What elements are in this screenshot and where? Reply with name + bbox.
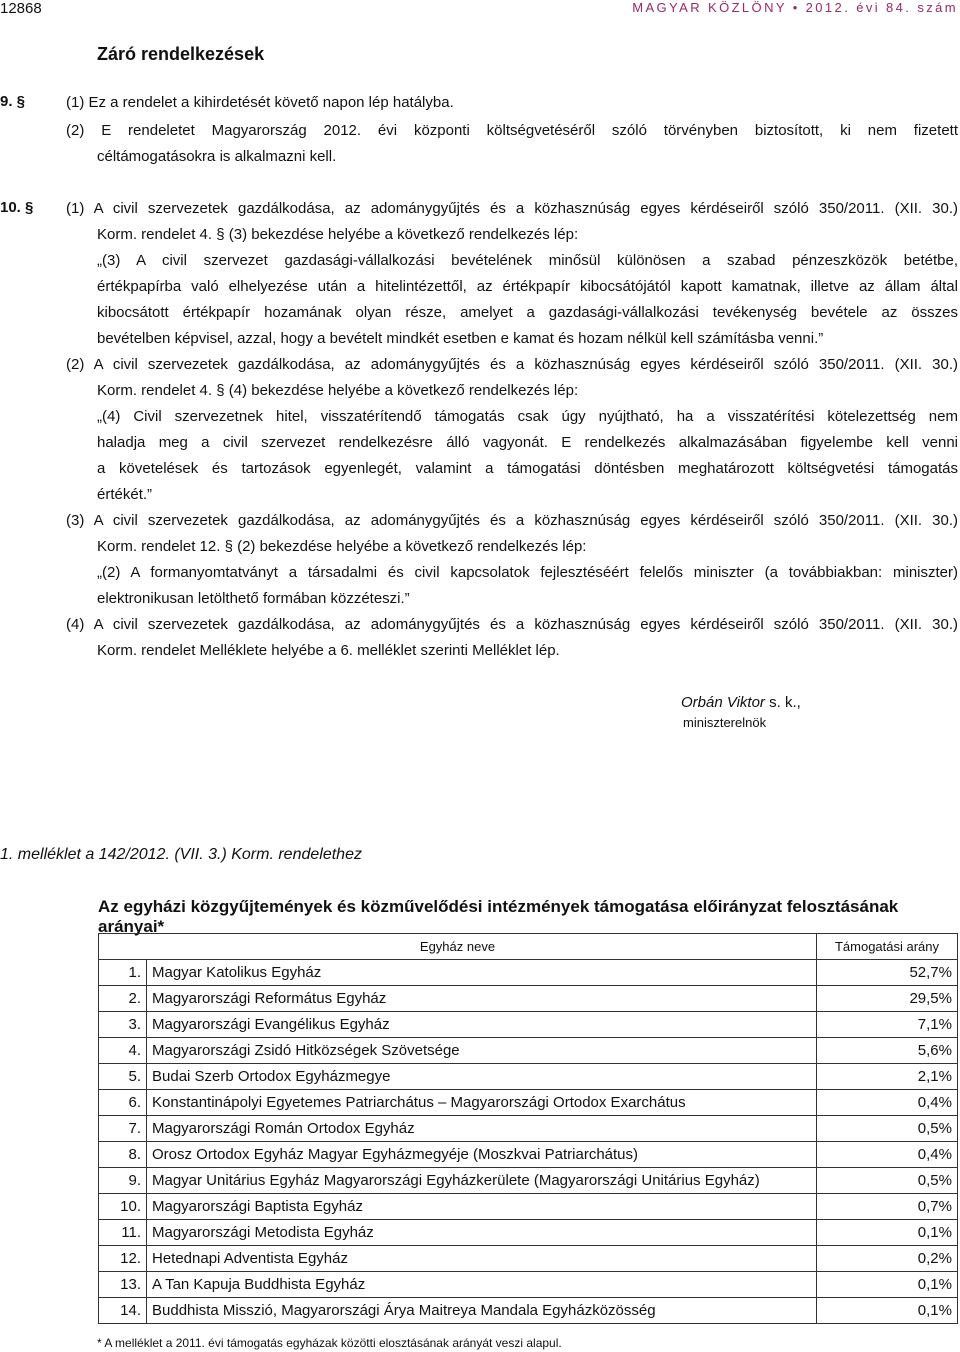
table-header-row: [99, 934, 958, 960]
running-head: MAGYAR KÖZLÖNY • 2012. évi 84. szám: [632, 0, 958, 15]
row-number: 11.: [99, 1220, 147, 1246]
church-name: Magyarországi Evangélikus Egyház: [147, 1012, 817, 1038]
table-row: [99, 960, 958, 986]
signatory-title: miniszterelnök: [683, 715, 767, 730]
row-number: 14.: [99, 1298, 147, 1324]
church-name: Hetednapi Adventista Egyház: [147, 1246, 817, 1272]
table-row: [99, 1012, 958, 1038]
paragraph-9-1: (1) Ez a rendelet a kihirdetését követő napon lép hatályba.: [66, 94, 454, 111]
paragraph-10-2-line2: Korm. rendelet 4. § (4) bekezdése helyébe a következő rendelkezés lép:: [97, 382, 579, 399]
row-number: 9.: [99, 1168, 147, 1194]
row-number: 8.: [99, 1142, 147, 1168]
paragraph-10-3-line1: (3) A civil szervezetek gazdálkodása, az adománygyűjtés és a közhasznúság egyes kérdéseiről szóló 350/2011. (XII. 30.): [66, 512, 958, 529]
paragraph-9-2-line2: céltámogatásokra is alkalmazni kell.: [97, 148, 337, 165]
share-value: 0,1%: [817, 1220, 958, 1246]
row-number: 5.: [99, 1064, 147, 1090]
paragraph-10-2-line1: (2) A civil szervezetek gazdálkodása, az adománygyűjtés és a közhasznúság egyes kérdéseiről szóló 350/2011. (XII. 30.): [66, 356, 958, 373]
table-row: [99, 1194, 958, 1220]
paragraph-10-4-line2: Korm. rendelet Melléklete helyébe a 6. melléklet szerinti Melléklet lép.: [97, 642, 560, 659]
paragraph-10-4-line1: (4) A civil szervezetek gazdálkodása, az adománygyűjtés és a közhasznúság egyes kérdéseiről szóló 350/2011. (XII. 30.): [66, 616, 958, 633]
share-value: 0,2%: [817, 1246, 958, 1272]
church-name: Orosz Ortodox Egyház Magyar Egyházmegyéje (Moszkvai Patriarchátus): [147, 1142, 817, 1168]
quote-10-3-line2: elektronikusan letölthető formában közzéteszi.”: [97, 590, 410, 607]
quote-10-2-line2: haladja meg a civil szervezet rendelkezésre álló vagyonát. E rendelkezés alkalmazásában figyelembe kell venni: [97, 434, 958, 451]
quote-10-3-line1: „(2) A formanyomtatványt a társadalmi és civil kapcsolatok fejlesztéséért felelős miniszter (a továbbiakban: miniszter): [97, 564, 958, 581]
row-number: 12.: [99, 1246, 147, 1272]
paragraph-9-2-line1: (2) E rendeletet Magyarország 2012. évi központi költségvetéséről szóló törvényben biztosított, ki nem fizetett: [66, 122, 958, 139]
church-name: Budai Szerb Ortodox Egyházmegye: [147, 1064, 817, 1090]
share-value: 0,4%: [817, 1090, 958, 1116]
allocation-table: [98, 933, 958, 1324]
signature-suffix: s. k.,: [764, 694, 801, 711]
quote-10-1-line4: bevételben képvisel, azzal, hogy a bevételt mindkét esetben e kamat és hozam nélkül kell számításba venni.”: [97, 330, 824, 347]
quote-10-1-line1: „(3) A civil szervezet gazdasági-vállalkozási bevételének minősül különösen a szabad pénzeszközök betétbe,: [97, 252, 958, 269]
church-name: Magyarországi Zsidó Hitközségek Szövetsége: [147, 1038, 817, 1064]
table-row: [99, 1064, 958, 1090]
church-name: Magyarországi Metodista Egyház: [147, 1220, 817, 1246]
church-name: Konstantinápolyi Egyetemes Patriarchátus – Magyarországi Ortodox Exarchátus: [147, 1090, 817, 1116]
signature: [681, 693, 801, 713]
table-row: [99, 1142, 958, 1168]
table-row: [99, 1116, 958, 1142]
row-number: 6.: [99, 1090, 147, 1116]
table-row: [99, 1220, 958, 1246]
page-number: 12868: [0, 0, 42, 17]
row-number: 7.: [99, 1116, 147, 1142]
table-title: Az egyházi közgyűjtemények és közművelődési intézmények támogatása előirányzat felosztásának arányai*: [98, 897, 899, 936]
share-value: 0,1%: [817, 1272, 958, 1298]
column-header-share: Támogatási arány: [817, 934, 958, 960]
church-name: A Tan Kapuja Buddhista Egyház: [147, 1272, 817, 1298]
quote-10-2-line3: a követelések és tartozások egyenlegét, valamint a támogatási döntésben meghatározott költségvetési támogatás: [97, 460, 958, 477]
signatory-name: Orbán Viktor: [681, 694, 765, 711]
column-header-name: Egyház neve: [99, 934, 817, 960]
paragraph-10-3-line2: Korm. rendelet 12. § (2) bekezdése helyébe a következő rendelkezés lép:: [97, 538, 587, 555]
table-row: [99, 1246, 958, 1272]
church-name: Magyar Unitárius Egyház Magyarországi Egyházkerülete (Magyarországi Unitárius Egyház): [147, 1168, 817, 1194]
paragraph-10-1-line2: Korm. rendelet 4. § (3) bekezdése helyébe a következő rendelkezés lép:: [97, 226, 579, 243]
share-value: 5,6%: [817, 1038, 958, 1064]
row-number: 10.: [99, 1194, 147, 1220]
church-name: Magyarországi Román Ortodox Egyház: [147, 1116, 817, 1142]
table-row: [99, 1168, 958, 1194]
share-value: 0,1%: [817, 1298, 958, 1324]
quote-10-2-line4: értékét.”: [97, 486, 153, 503]
church-name: Buddhista Misszió, Magyarországi Árya Maitreya Mandala Egyházközösség: [147, 1298, 817, 1324]
table-row: [99, 986, 958, 1012]
footnote: * A melléklet a 2011. évi támogatás egyházak közötti elosztásának arányát veszi alapul.: [97, 1336, 562, 1350]
row-number: 2.: [99, 986, 147, 1012]
paragraph-number-9: 9. §: [0, 93, 26, 110]
annex-title: 1. melléklet a 142/2012. (VII. 3.) Korm. rendelethez: [0, 846, 362, 863]
quote-10-1-line3: kibocsátott értékpapír hozamának olyan része, amelyet a gazdasági-vállalkozási tevékenység bevétele az összes: [97, 304, 958, 321]
quote-10-2-line1: „(4) Civil szervezetnek hitel, visszatérítendő támogatás csak úgy nyújtható, ha a visszatérítési kötelezettség nem: [97, 408, 958, 425]
church-name: Magyar Katolikus Egyház: [147, 960, 817, 986]
row-number: 3.: [99, 1012, 147, 1038]
quote-10-1-line2: értékpapírba való elhelyezése után a hitelintézettől, az értékpapír kibocsátójától kapott kamatnak, illetve az állam által: [97, 278, 958, 295]
church-name: Magyarországi Református Egyház: [147, 986, 817, 1012]
table-row: [99, 1090, 958, 1116]
section-title: Záró rendelkezések: [97, 44, 265, 64]
share-value: 2,1%: [817, 1064, 958, 1090]
paragraph-number-10: 10. §: [0, 199, 34, 216]
row-number: 13.: [99, 1272, 147, 1298]
table-body: [99, 960, 958, 1324]
row-number: 4.: [99, 1038, 147, 1064]
share-value: 7,1%: [817, 1012, 958, 1038]
share-value: 0,5%: [817, 1168, 958, 1194]
share-value: 0,4%: [817, 1142, 958, 1168]
table-row: [99, 1298, 958, 1324]
share-value: 0,7%: [817, 1194, 958, 1220]
table-row: [99, 1038, 958, 1064]
row-number: 1.: [99, 960, 147, 986]
share-value: 29,5%: [817, 986, 958, 1012]
church-name: Magyarországi Baptista Egyház: [147, 1194, 817, 1220]
share-value: 0,5%: [817, 1116, 958, 1142]
table-row: [99, 1272, 958, 1298]
paragraph-10-1-line1: (1) A civil szervezetek gazdálkodása, az adománygyűjtés és a közhasznúság egyes kérdéseiről szóló 350/2011. (XII. 30.): [66, 200, 958, 217]
share-value: 52,7%: [817, 960, 958, 986]
